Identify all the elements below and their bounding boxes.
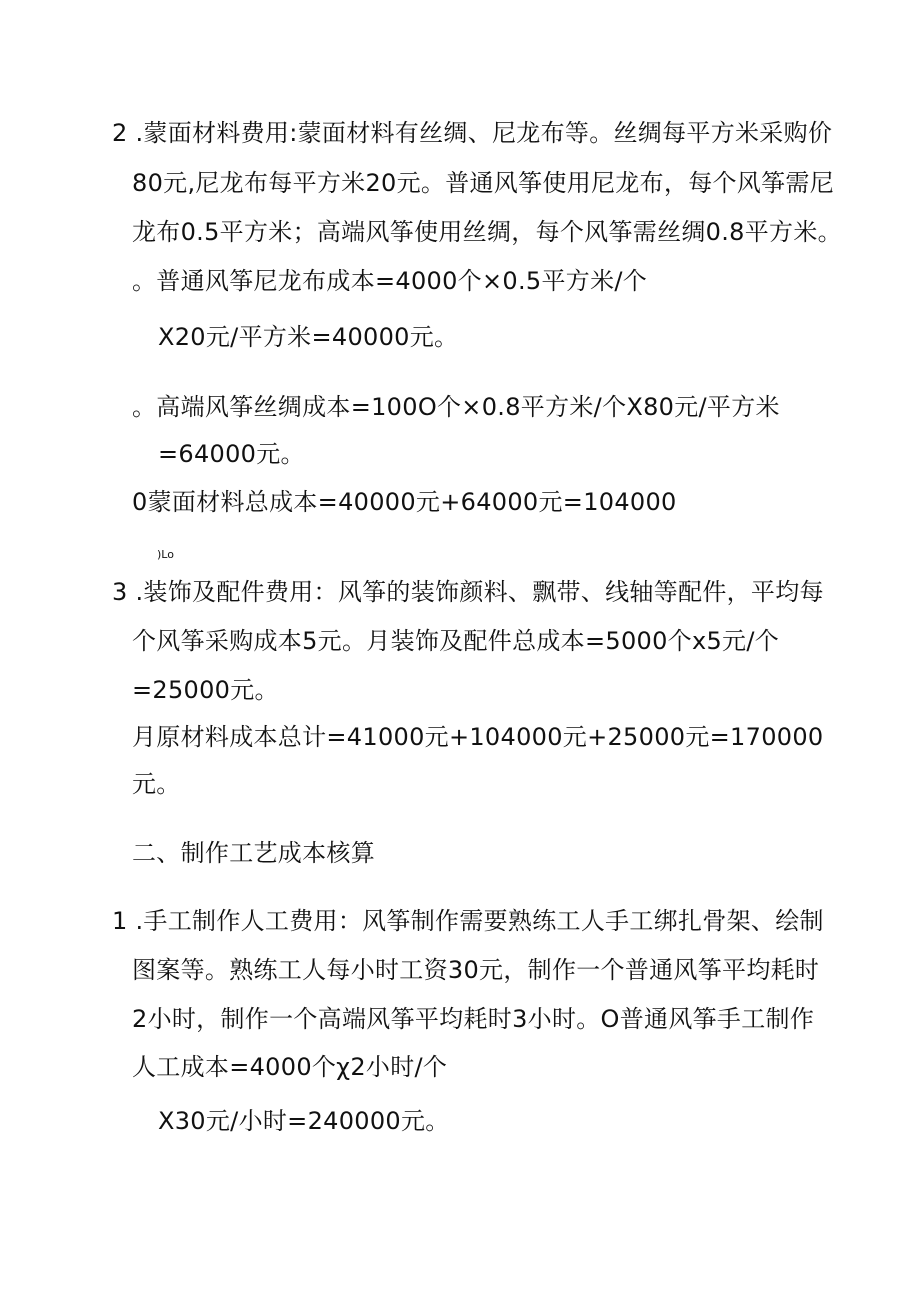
paragraph-line: =25000元。 — [132, 676, 279, 704]
paragraph-line: 月原材料成本总计=41000元+104000元+25000元=170000 — [132, 723, 824, 751]
paragraph-line: X30元/小时=240000元。 — [158, 1107, 450, 1135]
paragraph-line: 3 .装饰及配件费用：风筝的装饰颜料、飘带、线轴等配件，平均每 — [112, 578, 824, 606]
paragraph-line: 0蒙面材料总成本=40000元+64000元=104000 — [132, 488, 677, 516]
scan-artifact: )Lo — [157, 548, 174, 561]
paragraph-line: 2 .蒙面材料费用:蒙面材料有丝绸、尼龙布等。丝绸每平方米采购价 — [112, 119, 833, 147]
paragraph-line: =64000元。 — [158, 440, 305, 468]
paragraph-line: 个风筝采购成本5元。月装饰及配件总成本=5000个x5元/个 — [132, 627, 780, 655]
paragraph-line: 2小时，制作一个高端风筝平均耗时3小时。O普通风筝手工制作 — [132, 1005, 815, 1033]
section-heading: 二、制作工艺成本核算 — [132, 839, 375, 867]
paragraph-line: 。高端风筝丝绸成本=100O个×0.8平方米/个X80元/平方米 — [132, 393, 780, 421]
paragraph-line: 80元,尼龙布每平方米20元。普通风筝使用尼龙布，每个风筝需尼 — [132, 169, 835, 197]
paragraph-line: 龙布0.5平方米；高端风筝使用丝绸，每个风筝需丝绸0.8平方米。 — [132, 218, 842, 246]
paragraph-line: X20元/平方米=40000元。 — [158, 323, 459, 351]
paragraph-line: 元。 — [132, 770, 181, 798]
paragraph-line: 图案等。熟练工人每小时工资30元，制作一个普通风筝平均耗时 — [132, 956, 820, 984]
paragraph-line: 。普通风筝尼龙布成本=4000个×0.5平方米/个 — [132, 267, 648, 295]
paragraph-line: 人工成本=4000个χ2小时/个 — [132, 1053, 448, 1081]
paragraph-line: 1 .手工制作人工费用：风筝制作需要熟练工人手工绑扎骨架、绘制 — [112, 907, 824, 935]
